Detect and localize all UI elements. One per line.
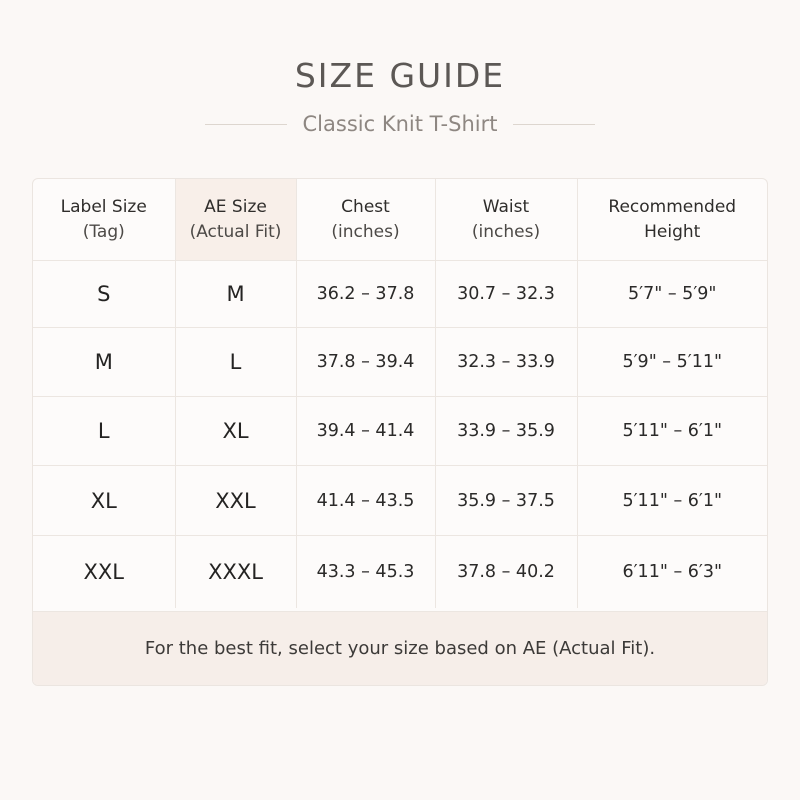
table-row [33, 536, 767, 608]
cell-label-size: XL [33, 466, 175, 536]
header-waist [435, 179, 577, 261]
cell-label-size: L [33, 397, 175, 466]
cell-height: 5′11" – 6′1" [577, 466, 767, 536]
header-main: Waist [482, 196, 530, 217]
header-main: AE Size [204, 196, 267, 217]
cell-label-size: XXL [33, 536, 175, 608]
cell-label-size: S [33, 261, 175, 328]
divider-right [513, 124, 595, 125]
header-main: Label Size [60, 196, 147, 217]
header-sub: (Actual Fit) [189, 221, 282, 242]
cell-chest: 39.4 – 41.4 [296, 397, 435, 466]
cell-waist: 32.3 – 33.9 [435, 328, 577, 397]
subtitle-row [0, 110, 800, 138]
cell-ae-size: L [175, 328, 296, 397]
header-sub: (inches) [471, 221, 541, 242]
cell-ae-size: XXXL [175, 536, 296, 608]
cell-height: 6′11" – 6′3" [622, 561, 723, 582]
cell-label-size: M [33, 328, 175, 397]
table-header-row [33, 179, 767, 261]
cell-ae-size: M [175, 261, 296, 328]
cell-height: 5′11" – 6′1" [577, 397, 767, 466]
cell-waist: 30.7 – 32.3 [435, 261, 577, 328]
header-main: Chest [341, 196, 390, 217]
cell-chest: 41.4 – 43.5 [296, 466, 435, 536]
header-ae-size [175, 179, 296, 261]
header-sub: (inches) [331, 221, 400, 242]
cell-height: 5′7" – 5′9" [577, 261, 767, 328]
table-row [33, 328, 767, 397]
fit-note-band [33, 611, 767, 685]
fit-note: For the best fit, select your size based on AE (Actual Fit). [144, 638, 656, 659]
cell-waist: 33.9 – 35.9 [435, 397, 577, 466]
cell-waist: 35.9 – 37.5 [435, 466, 577, 536]
header-sub: Height [644, 221, 701, 242]
header-main: Recommended [608, 196, 737, 217]
table-row [33, 397, 767, 466]
header-sub: (Tag) [82, 221, 125, 242]
table-row [33, 466, 767, 536]
cell-height: 5′9" – 5′11" [577, 328, 767, 397]
cell-ae-size: XL [175, 397, 296, 466]
cell-chest: 36.2 – 37.8 [296, 261, 435, 328]
header-recommended-height [577, 179, 767, 261]
size-table-card [32, 178, 768, 686]
cell-chest: 37.8 – 39.4 [296, 328, 435, 397]
page-title: SIZE GUIDE [294, 56, 506, 95]
cell-ae-size: XXL [175, 466, 296, 536]
size-table [33, 179, 767, 608]
cell-waist: 37.8 – 40.2 [435, 536, 577, 608]
header-label-size [33, 179, 175, 261]
header-chest [296, 179, 435, 261]
product-subtitle: Classic Knit T-Shirt [302, 112, 498, 136]
cell-chest: 43.3 – 45.3 [296, 536, 435, 608]
divider-left [205, 124, 287, 125]
table-row [33, 261, 767, 328]
